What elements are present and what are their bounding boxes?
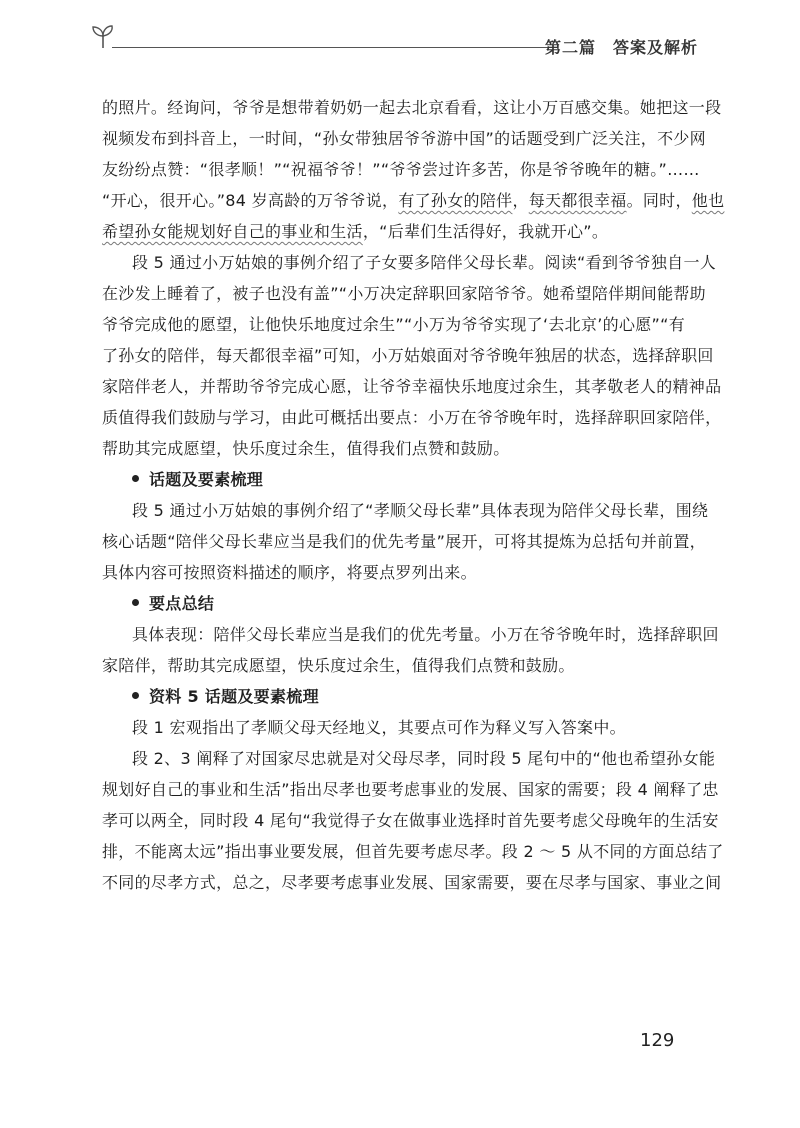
section-title: 第二篇 答案及解析 [544, 38, 698, 57]
text-line: 的照片。经询问，爷爷是想带着奶奶一起去北京看看，这让小万百感交集。她把这一段 [102, 98, 722, 117]
text-line: 视频发布到抖音上，一时间，“孙女带独居爷爷游中国”的话题受到广泛关注，不少网 [102, 129, 706, 148]
text-line: 核心话题“陪伴父母长辈应当是我们的优先考量”展开，可将其提炼为总括句并前置， [102, 532, 706, 551]
text-line: 不同的尽孝方式，总之，尽孝要考虑事业发展、国家需要，要在尽孝与国家、事业之间 [102, 873, 722, 892]
text-segment: 。同时， [626, 191, 692, 210]
page-body [102, 92, 725, 898]
text-line: 段 1 宏观指出了孝顺父母天经地义，其要点可作为释义写入答案中。 [132, 718, 626, 737]
page-header [88, 20, 698, 60]
bullet-heading [102, 588, 698, 619]
underlined-phrase: 每天都很幸福 [528, 191, 627, 210]
bullet-heading [102, 464, 698, 495]
bullet-icon [132, 599, 139, 606]
header-rule [112, 47, 558, 48]
bullet-heading [102, 681, 698, 712]
text-line [102, 216, 698, 247]
bullet-heading-label: 要点总结 [149, 594, 215, 613]
text-line: 爷爷完成他的愿望，让他快乐地度过余生”“小万为爷爷实现了‘去北京’的心愿”“有 [102, 315, 686, 334]
text-line: 了孙女的陪伴，每天都很幸福”可知，小万姑娘面对爷爷晚年独居的状态，选择辞职回 [102, 346, 714, 365]
text-line: 段 5 通过小万姑娘的事例介绍了子女要多陪伴父母长辈。阅读“看到爷爷独自一人 [132, 253, 717, 272]
text-line: 具体内容可按照资料描述的顺序，将要点罗列出来。 [102, 563, 477, 582]
underlined-phrase: 希望孙女能规划好自己的事业和生活 [102, 222, 363, 241]
text-segment: ，“后辈们生活得好，我就开心”。 [362, 222, 609, 241]
text-line [102, 185, 725, 216]
text-line: 质值得我们鼓励与学习，由此可概括出要点：小万在爷爷晚年时，选择辞职回家陪伴， [102, 408, 722, 427]
bullet-icon [132, 475, 139, 482]
text-segment: “开心，很开心。”84 岁高龄的万爷爷说， [102, 191, 399, 210]
text-line: 规划好自己的事业和生活”指出尽孝也要考虑事业的发展、国家的需要；段 4 阐释了忠 [102, 780, 719, 799]
text-line: 友纷纷点赞：“很孝顺！”“祝福爷爷！”“爷爷尝过许多苦，你是爷爷晚年的糖。”…… [102, 160, 700, 179]
underlined-phrase: 有了孙女的陪伴 [398, 191, 513, 210]
text-line: 段 2、3 阐释了对国家尽忠就是对父母尽孝，同时段 5 尾句中的“他也希望孙女能 [132, 749, 716, 768]
bullet-icon [132, 692, 139, 699]
bullet-heading-label: 资料 5 话题及要素梳理 [149, 687, 319, 706]
text-line: 在沙发上睡着了，被子也没有盖”“小万决定辞职回家陪爷爷。她希望陪伴期间能帮助 [102, 284, 706, 303]
underlined-phrase: 他也 [691, 191, 725, 210]
text-line: 家陪伴老人，并帮助爷爷完成心愿，让爷爷幸福快乐地度过余生，其孝敬老人的精神品 [102, 377, 722, 396]
text-line: 孝可以两全，同时段 4 尾句“我觉得子女在做事业选择时首先要考虑父母晚年的生活安 [102, 811, 719, 830]
text-line: 帮助其完成愿望，快乐度过余生，值得我们点赞和鼓励。 [102, 439, 510, 458]
text-segment: ， [512, 191, 529, 210]
text-line: 具体表现：陪伴父母长辈应当是我们的优先考量。小万在爷爷晚年时，选择辞职回 [132, 625, 719, 644]
text-line: 段 5 通过小万姑娘的事例介绍了“孝顺父母长辈”具体表现为陪伴父母长辈，围绕 [132, 501, 709, 520]
text-line: 排，不能离太远”指出事业要发展，但首先要考虑尽孝。段 2 ～ 5 从不同的方面总结了 [102, 842, 724, 861]
bullet-heading-label: 话题及要素梳理 [149, 470, 264, 489]
page-number: 129 [640, 1030, 675, 1051]
text-line: 家陪伴，帮助其完成愿望，快乐度过余生，值得我们点赞和鼓励。 [102, 656, 575, 675]
